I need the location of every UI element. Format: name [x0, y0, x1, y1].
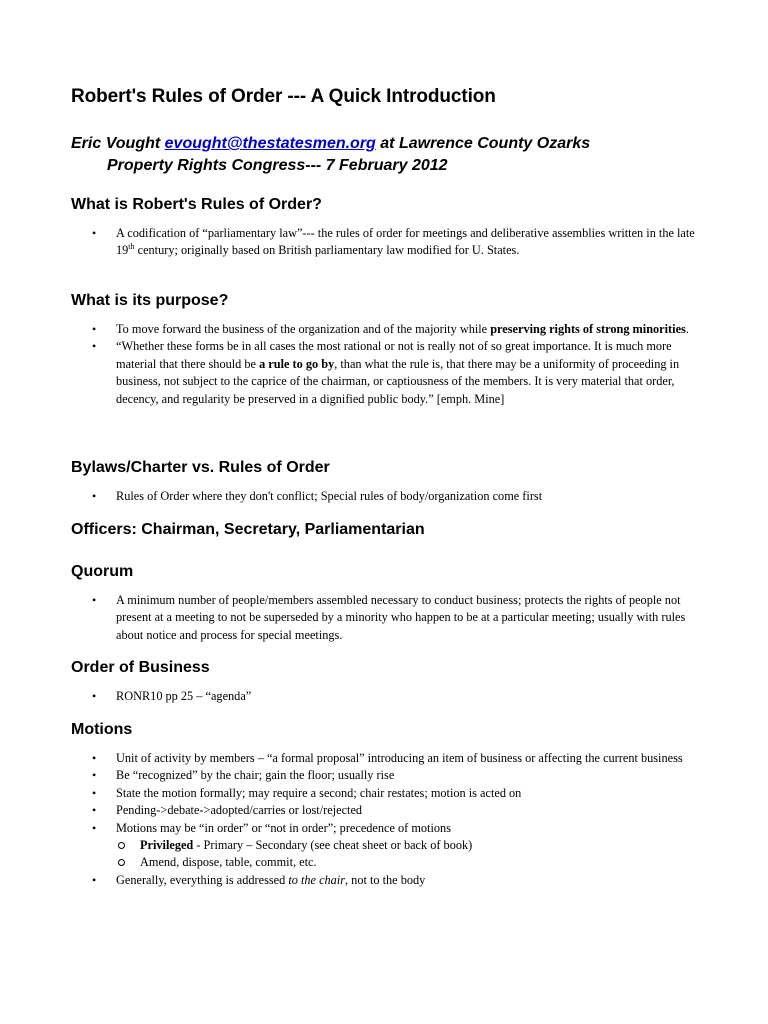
text-segment: Generally, everything is addressed	[116, 872, 289, 887]
author-venue-line2: Property Rights Congress--- 7 February 2012	[107, 157, 448, 174]
heading-bylaws: Bylaws/Charter vs. Rules of Order	[71, 459, 330, 476]
list-motions	[0, 750, 698, 889]
list-item: • Pending->debate->adopted/carries or lost/rejected	[0, 802, 698, 819]
list-purpose	[0, 321, 698, 408]
heading-purpose: What is its purpose?	[71, 292, 229, 309]
list-item: • Rules of Order where they don't conflict; Special rules of body/organization come first	[0, 488, 698, 505]
bold-text: a rule to go by	[259, 356, 335, 371]
list-bylaws	[0, 488, 698, 505]
sub-list-item	[116, 837, 698, 854]
list-what-is	[0, 225, 698, 260]
list-quorum	[0, 592, 698, 644]
text-segment: , than what the rule is, that there may be a uniformity of proceeding in business, not subject to the caprice of the chairman, or captiousness of the members. It is very material that order, decency, and regularity be preserved in a dignified public body.” [emph. Mine]	[116, 356, 680, 406]
superscript: th	[128, 242, 135, 252]
list-item: • RONR10 pp 25 – “agenda”	[0, 688, 698, 705]
text-segment: To move forward the business of the organization and of the majority while	[116, 322, 491, 336]
list-item: • Be “recognized” by the chair; gain the floor; usually rise	[0, 767, 698, 784]
text-segment: - Primary – Secondary (see cheat sheet or back of book)	[193, 838, 473, 853]
text-segment: .	[685, 322, 689, 336]
list-item	[0, 872, 698, 889]
bold-text: preserving rights of strong minorities	[490, 322, 686, 336]
author-line	[71, 133, 731, 177]
list-item: • Unit of activity by members – “a formal proposal” introducing an item of business or affecting the current business	[0, 750, 698, 767]
sub-list-motions	[116, 837, 698, 872]
heading-motions: Motions	[71, 721, 133, 738]
author-venue: at Lawrence County Ozarks	[380, 135, 591, 152]
list-item	[0, 321, 698, 338]
text-segment: “Whether these forms be in all cases the most rational or not is really not of so great importance. It is much more material that there should be	[116, 339, 672, 371]
document-title: Robert's Rules of Order --- A Quick Introduction	[71, 86, 496, 107]
author-name: Eric Vought	[71, 135, 161, 152]
text-segment: Motions may be “in order” or “not in order”; precedence of motions	[116, 820, 451, 835]
heading-officers: Officers: Chairman, Secretary, Parliamentarian	[71, 521, 425, 538]
heading-quorum: Quorum	[71, 563, 134, 580]
text-segment: century; originally based on British parliamentary law modified for U. States.	[134, 243, 520, 258]
text-segment: A codification of “parliamentary law”--- the rules of order for meetings and deliberative assemblies written in the late 19	[116, 226, 695, 258]
heading-what-is: What is Robert's Rules of Order?	[71, 196, 322, 213]
list-item: • State the motion formally; may require a second; chair restates; motion is acted on	[0, 785, 698, 802]
list-item: • A minimum number of people/members assembled necessary to conduct business; protects the rights of people not present at a meeting to not be superseded by a minority who happen to be at a particular meeting; usually with rules about notice and process for special meetings.	[0, 592, 698, 644]
italic-text: to the chair	[288, 872, 346, 887]
author-email-link[interactable]: evought@thestatesmen.org	[164, 135, 376, 152]
list-order-of-business	[0, 688, 698, 705]
heading-order-of-business: Order of Business	[71, 659, 210, 676]
bold-text: Privileged	[140, 838, 194, 853]
text-segment: , not to the body	[345, 872, 426, 887]
sub-list-item: Amend, dispose, table, commit, etc.	[116, 854, 698, 871]
list-item	[0, 225, 698, 260]
list-item	[0, 338, 698, 408]
list-item	[0, 820, 698, 872]
